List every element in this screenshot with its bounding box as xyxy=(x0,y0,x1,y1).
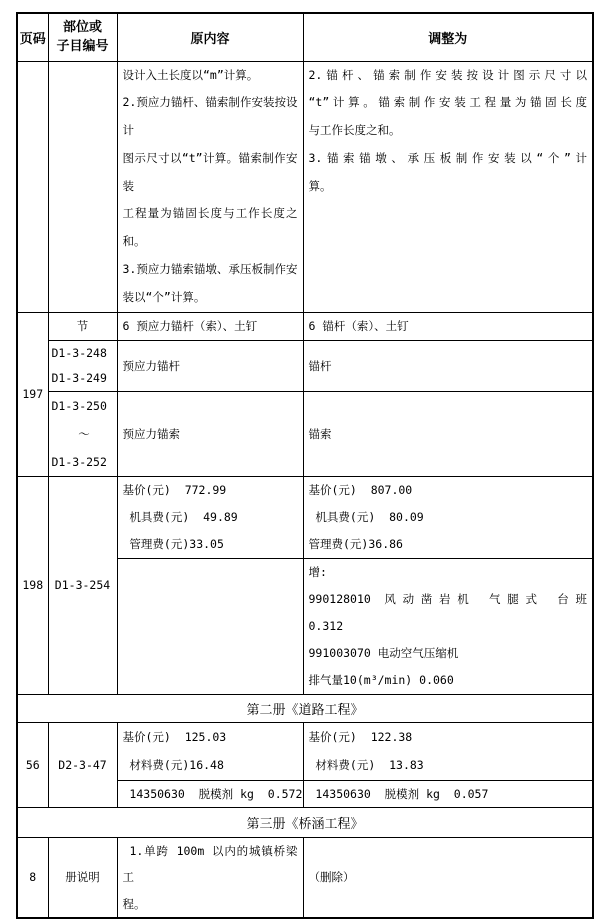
cell-page-198: 198 xyxy=(17,476,48,694)
text-line: 机具费(元) 80.09 xyxy=(308,509,424,524)
row-section2 xyxy=(17,694,593,722)
text-line: 基价(元) 772.99 xyxy=(122,482,227,497)
row-section-jie xyxy=(17,312,593,340)
row-d1-3-254-prices xyxy=(17,476,593,558)
text-line: 机具费(元) 49.89 xyxy=(122,509,238,524)
header-original-col: 原内容 xyxy=(117,13,303,61)
text-line: 增: xyxy=(308,564,327,579)
text-line: 基价(元) 122.38 xyxy=(308,729,413,744)
text-line: 1.单跨 100m 以内的城镇桥梁工 xyxy=(122,843,298,885)
section-title-roadworks: 第二册《道路工程》 xyxy=(17,694,593,722)
row-continued xyxy=(17,61,593,312)
cell-item-d250 xyxy=(48,391,117,476)
text-line: 14350630 脱模剂 kg 0.572 xyxy=(122,786,303,801)
text-line: 0.312 xyxy=(308,618,344,633)
text-line: 排气量10(m³/min) 0.060 xyxy=(308,672,454,687)
cell-original-d254-added-empty xyxy=(117,558,303,694)
text-line: 与工作长度之和。 xyxy=(308,123,401,138)
item-code-tilde: ～ xyxy=(78,426,90,441)
text-line: 工程量为锚固长度与工作长度之 xyxy=(122,206,298,221)
cell-original-continued xyxy=(117,61,303,312)
text-line: 材料费(元)16.48 xyxy=(122,758,224,773)
text-line: 和。 xyxy=(122,234,146,249)
cell-item-empty xyxy=(48,61,117,312)
cell-page-197: 197 xyxy=(17,312,48,476)
cell-item-note: 册说明 xyxy=(48,837,117,918)
text-line: “t”计算。锚索制作安装工程量为锚固长度 xyxy=(308,95,587,110)
cell-page-56: 56 xyxy=(17,722,48,807)
cell-item-d247: D2-3-47 xyxy=(48,722,117,807)
row-d1-3-248 xyxy=(17,340,593,391)
adjustment-table xyxy=(16,12,594,919)
text-line: 3.预应力锚索锚墩、承压板制作安 xyxy=(122,262,298,277)
cell-adjusted-note: （删除） xyxy=(303,837,593,918)
text-line: 装以“个”计算。 xyxy=(122,289,206,304)
cell-original-jie: 6 预应力锚杆（索）、土钉 xyxy=(117,312,303,340)
cell-adjusted-d247-material xyxy=(303,780,593,807)
cell-adjusted-d254-added xyxy=(303,558,593,694)
item-code: D1-3-249 xyxy=(51,370,107,385)
header-item-col xyxy=(48,13,117,61)
text-line: 990128010 风动凿岩机 气腿式 台班 xyxy=(308,591,587,606)
cell-original-d248: 预应力锚杆 xyxy=(117,340,303,391)
text-line: 图示尺寸以“t”计算。锚索制作安装 xyxy=(122,150,298,193)
header-adjusted-col: 调整为 xyxy=(303,13,593,61)
header-row xyxy=(17,13,593,61)
cell-original-d247-material xyxy=(117,780,303,807)
cell-adjusted-d250: 锚索 xyxy=(303,391,593,476)
item-code: D1-3-250 xyxy=(51,398,107,413)
text-line: 材料费(元) 13.83 xyxy=(308,758,424,773)
text-line: 算。 xyxy=(308,178,332,193)
cell-original-d250: 预应力锚索 xyxy=(117,391,303,476)
cell-adjusted-continued xyxy=(303,61,593,312)
text-line: 基价(元) 807.00 xyxy=(308,482,413,497)
cell-page-8: 8 xyxy=(17,837,48,918)
row-d2-3-47-prices xyxy=(17,722,593,780)
cell-original-d247 xyxy=(117,722,303,780)
cell-item-jie: 节 xyxy=(48,312,117,340)
cell-item-d248 xyxy=(48,340,117,391)
item-code: D1-3-252 xyxy=(51,454,107,469)
text-line: 设计入土长度以“m”计算。 xyxy=(122,67,259,82)
item-code: D1-3-248 xyxy=(51,345,107,360)
text-line: 管理费(元)33.05 xyxy=(122,536,224,551)
cell-item-d254: D1-3-254 xyxy=(48,476,117,694)
text-line: 管理费(元)36.86 xyxy=(308,536,403,551)
cell-adjusted-d248: 锚杆 xyxy=(303,340,593,391)
cell-adjusted-jie: 6 锚杆（索）、土钉 xyxy=(303,312,593,340)
row-section3 xyxy=(17,807,593,837)
cell-adjusted-d247 xyxy=(303,722,593,780)
text-line: 2.预应力锚杆、锚索制作安装按设计 xyxy=(122,95,298,138)
text-line: 14350630 脱模剂 kg 0.057 xyxy=(308,786,489,801)
header-page-col: 页码 xyxy=(17,13,48,61)
text-line: 2.锚杆、锚索制作安装按设计图示尺寸以 xyxy=(308,67,587,82)
header-item-line1: 部位或 xyxy=(62,20,102,36)
text-line: 程。 xyxy=(122,896,146,911)
text-line: 基价(元) 125.03 xyxy=(122,729,227,744)
text-line: 3.锚索锚墩、承压板制作安装以“个”计 xyxy=(308,150,587,165)
row-d1-3-250 xyxy=(17,391,593,476)
section-title-bridgeworks: 第三册《桥涵工程》 xyxy=(17,807,593,837)
cell-original-d254 xyxy=(117,476,303,558)
cell-original-note xyxy=(117,837,303,918)
cell-page-empty xyxy=(17,61,48,312)
row-note xyxy=(17,837,593,918)
text-line: 991003070 电动空气压缩机 xyxy=(308,645,459,660)
cell-adjusted-d254 xyxy=(303,476,593,558)
header-item-line2: 子目编号 xyxy=(56,39,109,55)
